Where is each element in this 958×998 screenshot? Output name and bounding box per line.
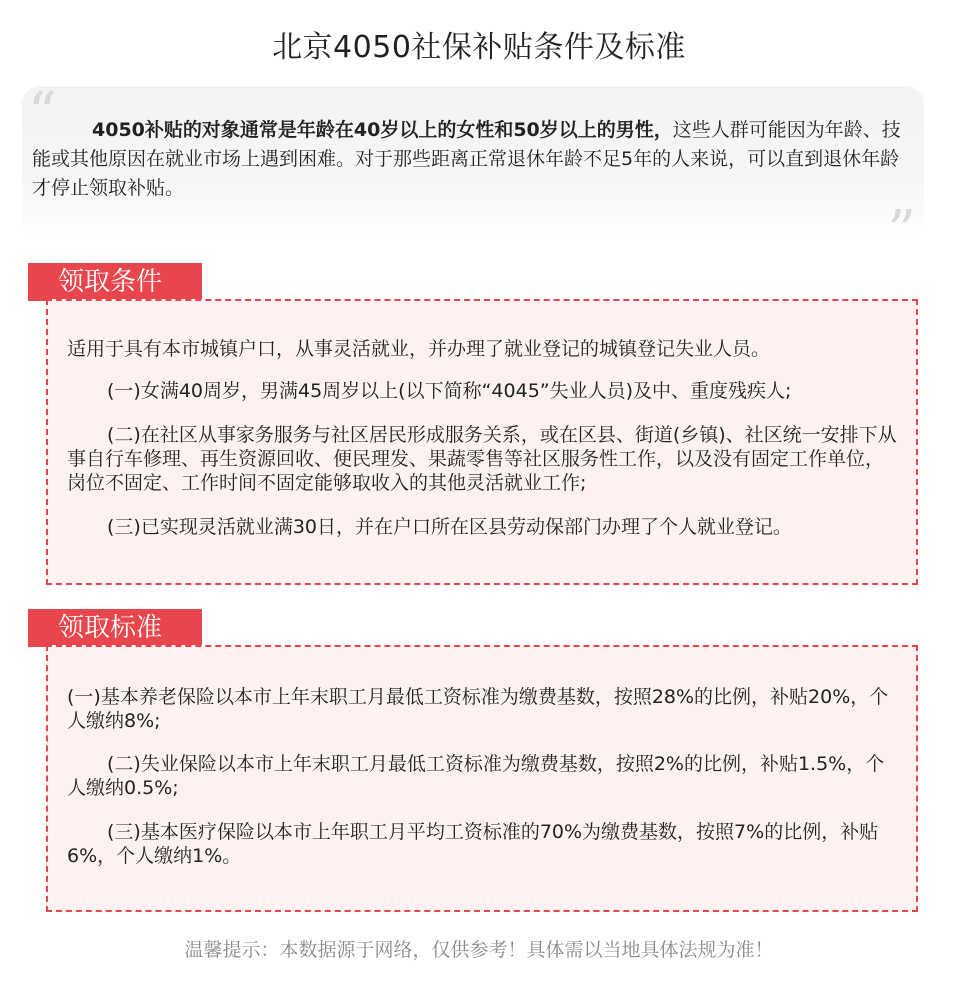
- intro-paragraph: [32, 116, 904, 203]
- intro-text: 这些人群可能因为年龄、技能或其他原因在就业市场上遇到困难。对于那些距离正常退休年龄不足5年的人来说，可以直到退休年龄才停止领取补贴。: [32, 119, 901, 199]
- close-quote-icon: ”: [887, 199, 916, 264]
- intro-box: [22, 81, 924, 264]
- open-quote-icon: “: [28, 81, 57, 146]
- conditions-heading: 领取条件: [28, 263, 202, 301]
- conditions-item: 适用于具有本市城镇户口，从事灵活就业，并办理了就业登记的城镇登记失业人员。: [67, 338, 771, 360]
- conditions-box: [46, 299, 918, 585]
- intro-bold-text: 4050补贴的对象通常是年龄在40岁以上的女性和50岁以上的男性，: [92, 119, 673, 141]
- footer-note: 温馨提示：本数据源于网络，仅供参考！具体需以当地具体法规为准！: [184, 939, 774, 961]
- conditions-item: (一)女满40周岁，男满45周岁以上(以下简称“4045”失业人员)及中、重度残疾人;: [107, 380, 792, 402]
- page-title: 北京4050社保补贴条件及标准: [272, 30, 686, 65]
- conditions-item: (三)已实现灵活就业满30日，并在户口所在区县劳动保部门办理了个人就业登记。: [107, 516, 793, 538]
- conditions-item: (二)在社区从事家务服务与社区居民形成服务关系，或在区县、街道(乡镇)、社区统一安排下从事自行车修理、再生资源回收、便民理发、果蔬零售等社区服务性工作，以及没有固定工作单位，岗位不固定、工作时间不固定能够取收入的其他灵活就业工作;: [67, 424, 897, 494]
- standards-box: [46, 645, 918, 912]
- standards-item: (一)基本养老保险以本市上年末职工月最低工资标准为缴费基数，按照28%的比例，补贴20%，个人缴纳8%;: [67, 686, 889, 732]
- standards-item: (三)基本医疗保险以本市上年职工月平均工资标准的70%为缴费基数，按照7%的比例，补贴6%，个人缴纳1%。: [67, 821, 879, 867]
- standards-heading: 领取标准: [28, 609, 202, 647]
- standards-item: (二)失业保险以本市上年末职工月最低工资标准为缴费基数，按照2%的比例，补贴1.5%，个人缴纳0.5%;: [67, 753, 885, 799]
